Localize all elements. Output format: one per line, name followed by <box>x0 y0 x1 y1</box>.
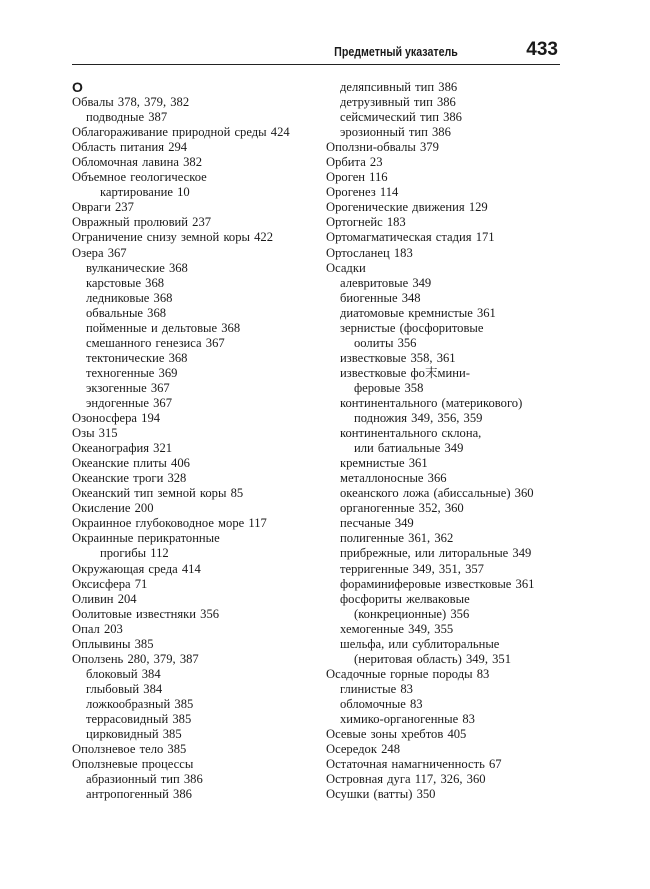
index-subentry: шельфа, или сублиторальные <box>340 636 500 651</box>
index-subentry: прибрежные, или литоральные 349 <box>340 546 532 561</box>
index-subentry: деляпсивный тип 386 <box>340 80 458 94</box>
index-subentry: тектонические 368 <box>86 350 188 365</box>
index-subentry: алевритовые 349 <box>340 275 432 290</box>
index-entry: Облагораживание природной среды 424 <box>72 125 290 140</box>
index-subentry: зернистые (фосфоритовые <box>340 320 484 335</box>
index-subentry: экзогенные 367 <box>86 380 170 395</box>
index-entry: Орбита 23 <box>326 155 383 170</box>
index-subentry: фосфориты желваковые <box>340 591 470 606</box>
index-subentry: оолиты 356 <box>354 335 417 350</box>
index-subentry: песчаные 349 <box>340 516 414 531</box>
index-entries-right <box>326 80 566 802</box>
index-entry: Ортомагматическая стадия 171 <box>326 230 495 245</box>
index-subentry: техногенные 369 <box>86 365 178 380</box>
index-subentry: картирование 10 <box>100 185 190 200</box>
index-subentry: блоковый 384 <box>86 666 161 681</box>
index-subentry: эндогенные 367 <box>86 395 173 410</box>
index-subentry: фораминиферовые известковые 361 <box>340 576 535 591</box>
index-entry: Ортогнейс 183 <box>326 215 406 230</box>
index-subentry: обломочные 83 <box>340 696 423 711</box>
index-subentry: металлоносные 366 <box>340 471 447 486</box>
index-entry: Океанография 321 <box>72 441 173 456</box>
index-subentry: смешанного генезиса 367 <box>86 335 225 350</box>
index-entry: Океанские плиты 406 <box>72 456 190 471</box>
index-subentry: органогенные 352, 360 <box>340 501 464 516</box>
running-header <box>72 38 560 65</box>
index-entry: Ограничение снизу земной коры 422 <box>72 230 274 245</box>
index-entry: Орогенические движения 129 <box>326 200 488 215</box>
index-entry: Океанский тип земной коры 85 <box>72 486 244 501</box>
index-entry: Осадочные горные породы 83 <box>326 666 490 681</box>
index-entry: Окраинные перикратонные <box>72 531 220 546</box>
index-subentry: детрузивный тип 386 <box>340 95 456 110</box>
index-entry: Озы 315 <box>72 426 118 441</box>
index-subentry: феровые 358 <box>354 380 424 395</box>
index-entry: Оплывины 385 <box>72 636 154 651</box>
index-subentry: химико-органогенные 83 <box>340 711 475 726</box>
index-subentry: карстовые 368 <box>86 275 165 290</box>
index-entry: Орогенез 114 <box>326 185 399 200</box>
index-entry: Осередок 248 <box>326 742 401 757</box>
index-subentry: континентального склона, <box>340 426 482 441</box>
index-entry: Озера 367 <box>72 245 127 260</box>
index-subentry: пойменные и дельтовые 368 <box>86 320 241 335</box>
index-subentry: полигенные 361, 362 <box>340 531 454 546</box>
index-subentry: (неритовая область) 349, 351 <box>354 651 512 666</box>
index-subentry: абразионный тип 386 <box>86 772 203 787</box>
index-entry: Ортосланец 183 <box>326 245 413 260</box>
index-entry: Осушки (ватты) 350 <box>326 787 436 802</box>
index-subentry: подводные 387 <box>86 110 168 125</box>
index-entry: Оползень 280, 379, 387 <box>72 651 199 666</box>
index-entry: Океанские троги 328 <box>72 471 187 486</box>
index-entry: Окисление 200 <box>72 501 154 516</box>
index-subentry: цирковидный 385 <box>86 727 182 742</box>
index-subentry: подножия 349, 356, 359 <box>354 411 483 426</box>
index-subentry: континентального (материкового) <box>340 395 523 410</box>
index-entry: Обвалы 378, 379, 382 <box>72 95 190 110</box>
index-subentry: океанского ложа (абиссальные) 360 <box>340 486 534 501</box>
index-subentry: или батиальные 349 <box>354 441 464 456</box>
index-entry: Обломочная лавина 382 <box>72 155 203 170</box>
index-entry: Оползни-обвалы 379 <box>326 140 439 155</box>
index-entry: Оливин 204 <box>72 591 137 606</box>
index-column-left <box>72 80 312 802</box>
section-letter: О <box>72 79 83 95</box>
index-entry: Остаточная намагниченность 67 <box>326 757 502 772</box>
index-column-right <box>326 80 566 802</box>
index-subentry: ложкообразный 385 <box>86 696 194 711</box>
index-subentry: биогенные 348 <box>340 290 421 305</box>
index-subentry: известковые фо末мини- <box>340 365 470 380</box>
index-entry: Объемное геологическое <box>72 170 207 185</box>
index-entry: Оползневые процессы <box>72 757 194 772</box>
index-entry: Овраги 237 <box>72 200 134 215</box>
index-entry: Окружающая среда 414 <box>72 561 201 576</box>
index-subentry: известковые 358, 361 <box>340 350 456 365</box>
index-entry: Осадки <box>326 260 366 275</box>
index-entry: Опал 203 <box>72 621 123 636</box>
index-subentry: (конкреционные) 356 <box>354 606 470 621</box>
index-entry: Островная дуга 117, 326, 360 <box>326 772 486 787</box>
index-entry: Осевые зоны хребтов 405 <box>326 727 467 742</box>
index-subentry: эрозионный тип 386 <box>340 125 451 140</box>
index-subentry: глинистые 83 <box>340 681 413 696</box>
index-subentry: терригенные 349, 351, 357 <box>340 561 484 576</box>
index-subentry: хемогенные 349, 355 <box>340 621 454 636</box>
index-subentry: обвальные 368 <box>86 305 167 320</box>
index-subentry: антропогенный 386 <box>86 787 192 802</box>
index-subentry: сейсмический тип 386 <box>340 110 462 125</box>
index-entry: Область питания 294 <box>72 140 188 155</box>
page-number: 433 <box>526 39 558 60</box>
index-subentry: террасовидный 385 <box>86 711 192 726</box>
running-header-title: Предметный указатель <box>334 44 458 59</box>
index-subentry: прогибы 112 <box>100 546 169 561</box>
index-subentry: глыбовый 384 <box>86 681 163 696</box>
index-entry: Озоносфера 194 <box>72 411 161 426</box>
index-subentry: кремнистые 361 <box>340 456 428 471</box>
index-entry: Овражный пролювий 237 <box>72 215 212 230</box>
index-subentry: ледниковые 368 <box>86 290 173 305</box>
index-subentry: вулканические 368 <box>86 260 188 275</box>
index-subentry: диатомовые кремнистые 361 <box>340 305 496 320</box>
index-entries-left <box>72 95 312 802</box>
index-entry: Ороген 116 <box>326 170 388 185</box>
index-entry: Оксисфера 71 <box>72 576 148 591</box>
index-entry: Оползневое тело 385 <box>72 742 187 757</box>
index-entry: Оолитовые известняки 356 <box>72 606 220 621</box>
index-entry: Окраинное глубоководное море 117 <box>72 516 267 531</box>
